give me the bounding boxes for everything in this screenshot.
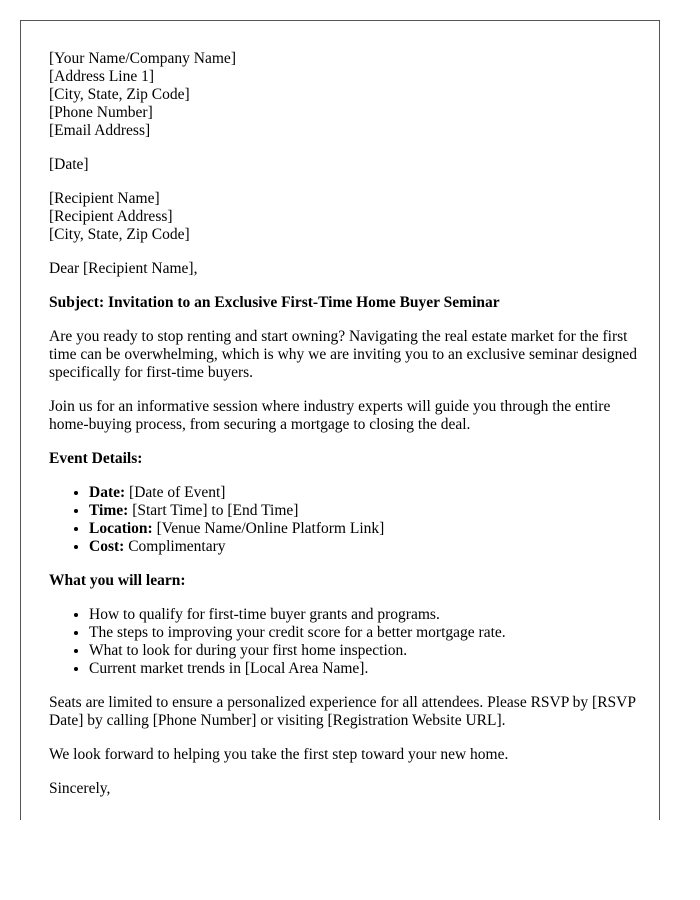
sender-email: [Email Address] [49, 122, 151, 139]
recipient-block [49, 190, 639, 244]
event-detail-item [89, 502, 639, 520]
recipient-address: [Recipient Address] [49, 208, 173, 225]
event-detail-item [89, 538, 639, 556]
learn-heading: What you will learn: [49, 572, 186, 589]
sender-block [49, 50, 639, 140]
event-detail-value: [Venue Name/Online Platform Link] [156, 520, 385, 537]
recipient-name: [Recipient Name] [49, 190, 160, 207]
sender-name: [Your Name/Company Name] [49, 50, 236, 67]
event-detail-label: Time: [89, 502, 129, 519]
event-detail-value: [Start Time] to [End Time] [132, 502, 299, 519]
recipient-city-state-zip: [City, State, Zip Code] [49, 226, 190, 243]
learn-list [49, 606, 639, 678]
event-details-heading: Event Details: [49, 450, 143, 467]
letter-content [49, 50, 639, 814]
paragraph-closing: We look forward to helping you take the first step toward your new home. [49, 746, 509, 763]
event-detail-value: [Date of Event] [129, 484, 226, 501]
sender-phone: [Phone Number] [49, 104, 153, 121]
salutation: Dear [Recipient Name], [49, 260, 198, 277]
sender-city-state-zip: [City, State, Zip Code] [49, 86, 190, 103]
learn-item: • What to look for during your first home inspection. [89, 642, 639, 660]
sender-address: [Address Line 1] [49, 68, 155, 85]
learn-item: • The steps to improving your credit score for a better mortgage rate. [89, 624, 639, 642]
paragraph-rsvp: Seats are limited to ensure a personalized experience for all attendees. Please RSVP by [RSVP Date] by calling [Phone Number] or visiting [Registration Website URL]. [49, 694, 636, 729]
event-detail-item [89, 484, 639, 502]
event-detail-label: Date: [89, 484, 126, 501]
paragraph-intro: Are you ready to stop renting and start owning? Navigating the real estate market for the first time can be overwhelming, which is why we are inviting you to an exclusive seminar designed specifically for first-time buyers. [49, 328, 637, 381]
paragraph-join: Join us for an informative session where industry experts will guide you through the entire home-buying process, from securing a mortgage to closing the deal. [49, 398, 611, 433]
letter-page [20, 20, 660, 820]
event-detail-value: Complimentary [128, 538, 226, 555]
learn-item: • How to qualify for first-time buyer grants and programs. [89, 606, 639, 624]
learn-item: • Current market trends in [Local Area Name]. [89, 660, 639, 678]
event-detail-label: Cost: [89, 538, 125, 555]
signoff: Sincerely, [49, 780, 111, 797]
event-detail-label: Location: [89, 520, 153, 537]
event-detail-item [89, 520, 639, 538]
event-details-list [49, 484, 639, 556]
subject-line: Subject: Invitation to an Exclusive First-Time Home Buyer Seminar [49, 294, 500, 311]
letter-date: [Date] [49, 156, 89, 173]
date-block [49, 156, 639, 174]
